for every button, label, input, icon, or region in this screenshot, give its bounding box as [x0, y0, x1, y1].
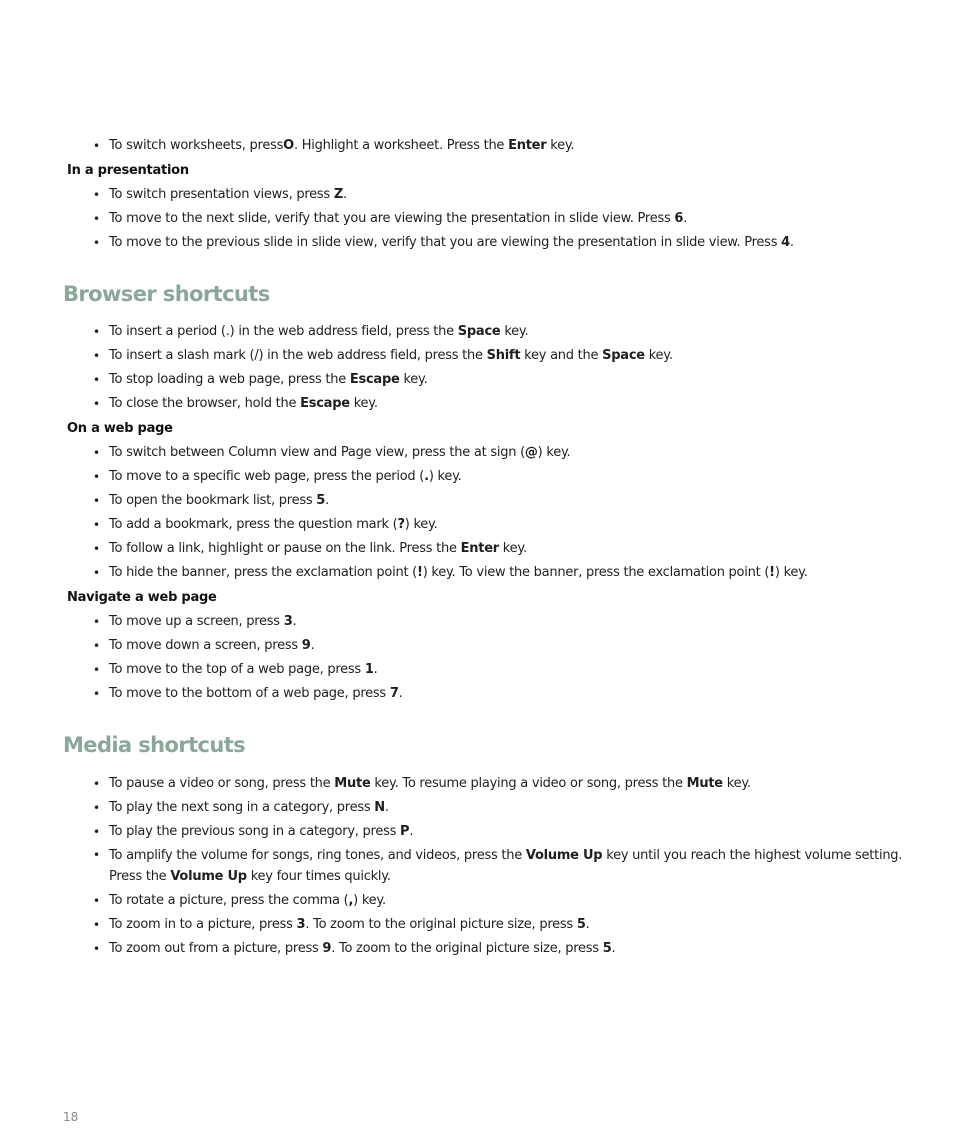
list-item-text: To zoom out from a picture, press: [109, 941, 323, 956]
list-item: [93, 682, 903, 706]
list-item-text: ) key.: [404, 517, 438, 532]
list-item: [93, 368, 903, 392]
key-name: Enter: [508, 138, 547, 153]
list-item-text: . Highlight a worksheet. Press the: [293, 138, 509, 153]
key-name: ?: [397, 517, 405, 532]
navigate-shortcut-list: [93, 610, 903, 706]
key-name: N: [374, 800, 385, 815]
key-name: 4: [781, 235, 790, 250]
key-name: 5: [316, 493, 326, 508]
list-item-text: ) key.: [537, 445, 571, 460]
list-item-text: To stop loading a web page, press the: [109, 372, 350, 387]
browser-shortcut-list: [93, 320, 903, 416]
media-shortcuts-heading: Media shortcuts: [63, 733, 246, 757]
list-item-text: .: [611, 941, 616, 956]
list-item: [93, 207, 903, 231]
list-item-text: To switch worksheets, press: [109, 138, 284, 153]
list-item: [93, 392, 903, 416]
list-item-text: To insert a slash mark (/) in the web address field, press the: [109, 348, 487, 363]
list-item-text: To move to a specific web page, press the period (: [109, 469, 425, 484]
list-item-text: key and the: [520, 348, 603, 363]
list-item: [93, 513, 903, 537]
list-item-text: .: [683, 211, 688, 226]
list-item-text: ) key.: [428, 469, 462, 484]
list-item-text: To switch presentation views, press: [109, 187, 334, 202]
presentation-shortcut-list: [93, 183, 903, 255]
key-name: Escape: [300, 396, 350, 411]
list-item: [93, 183, 903, 207]
list-item-text: key.: [722, 776, 751, 791]
list-item-text: . To zoom to the original picture size, press: [305, 917, 577, 932]
list-item-text: . To zoom to the original picture size, press: [331, 941, 603, 956]
list-item-text: key four times quickly.: [246, 869, 391, 884]
list-item-text: To follow a link, highlight or pause on the link. Press the: [109, 541, 461, 556]
list-item-text: To move up a screen, press: [109, 614, 284, 629]
list-item: [93, 820, 903, 844]
key-name: Volume Up: [525, 848, 603, 863]
list-item-text: To move to the bottom of a web page, press: [109, 686, 390, 701]
list-item: [93, 889, 903, 913]
list-item-text: .: [398, 686, 403, 701]
key-name: ,: [348, 893, 354, 908]
list-item-text: To rotate a picture, press the comma (: [109, 893, 349, 908]
list-item-text: .: [373, 662, 378, 677]
list-item-text: key.: [349, 396, 378, 411]
list-item-text: .: [325, 493, 329, 508]
list-item-text: To play the previous song in a category, press: [109, 824, 401, 839]
list-item: [93, 796, 903, 820]
list-item-text: key.: [546, 138, 575, 153]
list-item-text: key.: [399, 372, 428, 387]
list-item-text: To amplify the volume for songs, ring tones, and videos, press the: [109, 848, 526, 863]
list-item: [93, 134, 903, 158]
key-name: Z: [333, 187, 344, 202]
list-item-text: .: [585, 917, 590, 932]
list-item-text: To move to the top of a web page, press: [109, 662, 365, 677]
page-number: 18: [63, 1110, 79, 1124]
list-item: [93, 913, 903, 937]
list-item: [93, 772, 903, 796]
key-name: Shift: [486, 348, 521, 363]
list-item-text: .: [292, 614, 297, 629]
list-item: [93, 465, 903, 489]
key-name: 9: [322, 941, 332, 956]
worksheet-shortcut-list: [93, 134, 903, 158]
key-name: O: [283, 138, 294, 153]
key-name: Volume Up: [170, 869, 247, 884]
key-name: Space: [602, 348, 645, 363]
key-name: !: [769, 565, 775, 580]
key-name: Mute: [334, 776, 371, 791]
list-item: [93, 537, 903, 561]
list-item-text: key.: [498, 541, 527, 556]
list-item-text: .: [384, 800, 389, 815]
key-name: 6: [674, 211, 684, 226]
list-item-text: ) key.: [353, 893, 386, 908]
list-item-text: To open the bookmark list, press: [109, 493, 317, 508]
list-item: [93, 441, 903, 465]
list-item-text: To move to the next slide, verify that you are viewing the presentation in slide view. Press: [109, 211, 675, 226]
list-item: [93, 610, 903, 634]
list-item-text: To insert a period (.) in the web address field, press the: [109, 324, 458, 339]
key-name: 1: [364, 662, 374, 677]
list-item: [93, 561, 903, 585]
key-name: 3: [283, 614, 293, 629]
key-name: Mute: [686, 776, 723, 791]
list-item-text: .: [789, 235, 794, 250]
list-item-text: ) key. To view the banner, press the exclamation point (: [422, 565, 770, 580]
key-name: Space: [457, 324, 501, 339]
list-item-text: .: [310, 638, 315, 653]
key-name: 5: [576, 917, 586, 932]
key-name: 5: [602, 941, 612, 956]
web-page-shortcut-list: [93, 441, 903, 585]
list-item: [93, 634, 903, 658]
list-item-text: key.: [644, 348, 673, 363]
media-shortcut-list: [93, 772, 903, 961]
list-item-text: To zoom in to a picture, press: [109, 917, 297, 932]
list-item: [93, 937, 903, 961]
key-name: 7: [389, 686, 399, 701]
list-item-text: To close the browser, hold the: [109, 396, 301, 411]
list-item: [93, 489, 903, 513]
list-item-text: To hide the banner, press the exclamation point (: [109, 565, 418, 580]
key-name: 3: [296, 917, 306, 932]
list-item-text: .: [343, 187, 347, 202]
list-item-text: To move down a screen, press: [109, 638, 302, 653]
list-item: [93, 344, 903, 368]
list-item: [93, 658, 903, 682]
list-item: [93, 320, 903, 344]
key-name: @: [524, 445, 538, 460]
key-name: .: [424, 469, 429, 484]
list-item-text: To add a bookmark, press the question mark (: [109, 517, 398, 532]
presentation-subheading: In a presentation: [67, 163, 189, 178]
list-item-text: key. To resume playing a video or song, press the: [370, 776, 687, 791]
key-name: Enter: [460, 541, 499, 556]
list-item-text: To switch between Column view and Page view, press the at sign (: [109, 445, 525, 460]
key-name: P: [400, 824, 410, 839]
list-item: [93, 231, 903, 255]
key-name: 9: [301, 638, 311, 653]
list-item-text: key until you reach the highest volume setting. Press the: [109, 848, 903, 884]
web-page-subheading: On a web page: [67, 421, 173, 436]
list-item-text: ) key.: [774, 565, 808, 580]
list-item-text: .: [409, 824, 414, 839]
list-item-text: key.: [500, 324, 529, 339]
navigate-subheading: Navigate a web page: [67, 590, 217, 605]
list-item-text: To pause a video or song, press the: [109, 776, 335, 791]
list-item: [93, 844, 903, 889]
browser-shortcuts-heading: Browser shortcuts: [63, 282, 270, 306]
list-item-text: To play the next song in a category, press: [109, 800, 375, 815]
list-item-text: To move to the previous slide in slide view, verify that you are viewing the presentation in slide view. Press: [109, 235, 782, 250]
key-name: Escape: [349, 372, 400, 387]
key-name: !: [417, 565, 423, 580]
